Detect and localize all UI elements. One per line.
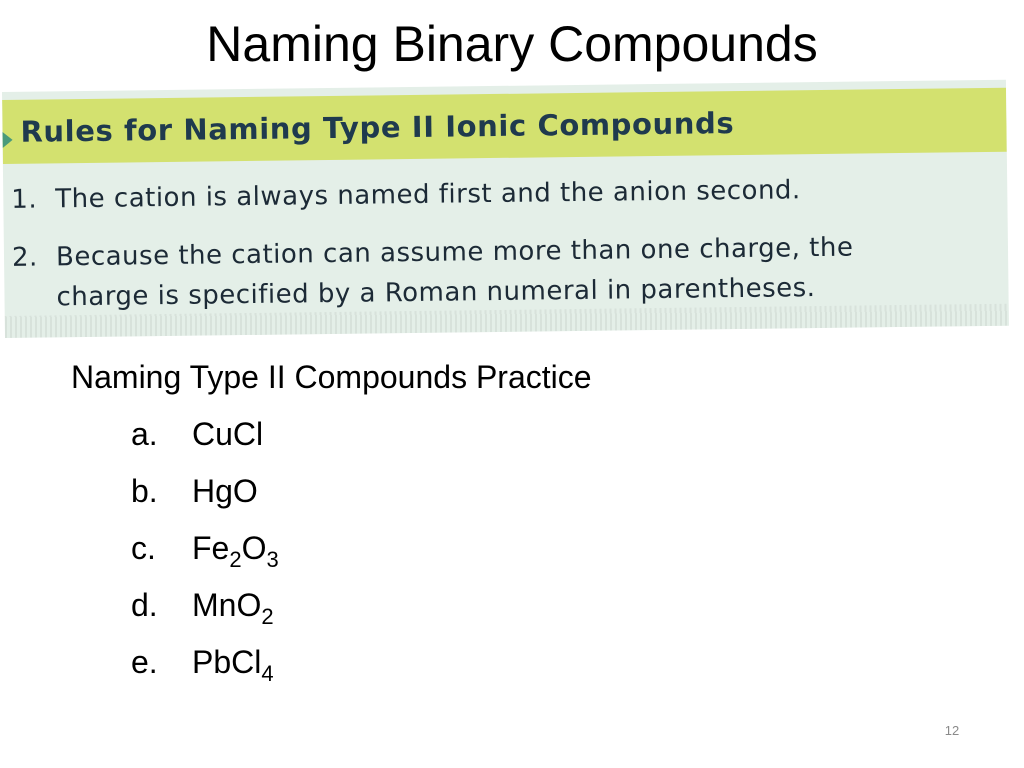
practice-list <box>131 412 279 697</box>
rule-2 <box>12 228 854 318</box>
slide-title: Naming Binary Compounds <box>206 16 818 72</box>
slide-number: 12 <box>944 723 960 738</box>
list-item <box>131 640 279 697</box>
rule-1 <box>11 170 801 220</box>
rules-header-band <box>2 88 1007 164</box>
list-item <box>131 526 279 583</box>
formula-text: O <box>241 530 267 566</box>
list-item-letter: c. <box>131 530 156 566</box>
chemical-formula <box>192 416 263 452</box>
chemical-formula <box>192 473 258 509</box>
triangle-marker-icon <box>2 132 12 148</box>
formula-subscript: 2 <box>229 547 242 572</box>
list-item <box>131 583 279 640</box>
formula-text: CuCl <box>192 416 264 452</box>
list-item-letter: e. <box>131 644 158 680</box>
formula-text: HgO <box>192 473 258 509</box>
formula-text: MnO <box>192 587 262 623</box>
formula-text: PbCl <box>192 644 262 680</box>
list-item-letter: a. <box>131 416 158 452</box>
formula-text: Fe <box>192 530 230 566</box>
rule-number: 1. <box>11 184 38 215</box>
formula-subscript: 3 <box>266 547 279 572</box>
rule-text: Because the cation can assume more than one charge, the <box>55 232 854 273</box>
list-item <box>131 469 279 526</box>
rules-header-text: Rules for Naming Type II Ionic Compounds <box>20 106 735 149</box>
rules-box <box>2 80 1009 338</box>
formula-subscript: 2 <box>261 604 274 629</box>
rule-number: 2. <box>11 242 39 273</box>
list-item-letter: d. <box>131 587 158 623</box>
rule-text-continued: charge is specified by a Roman numeral in parentheses. <box>56 273 816 313</box>
formula-subscript: 4 <box>261 661 274 686</box>
list-item-letter: b. <box>131 473 158 509</box>
chemical-formula <box>192 530 279 572</box>
rule-text: The cation is always named first and the anion second. <box>55 175 801 215</box>
chemical-formula <box>192 587 274 629</box>
list-item <box>131 412 279 469</box>
practice-heading: Naming Type II Compounds Practice <box>71 359 592 395</box>
chemical-formula <box>192 644 274 686</box>
